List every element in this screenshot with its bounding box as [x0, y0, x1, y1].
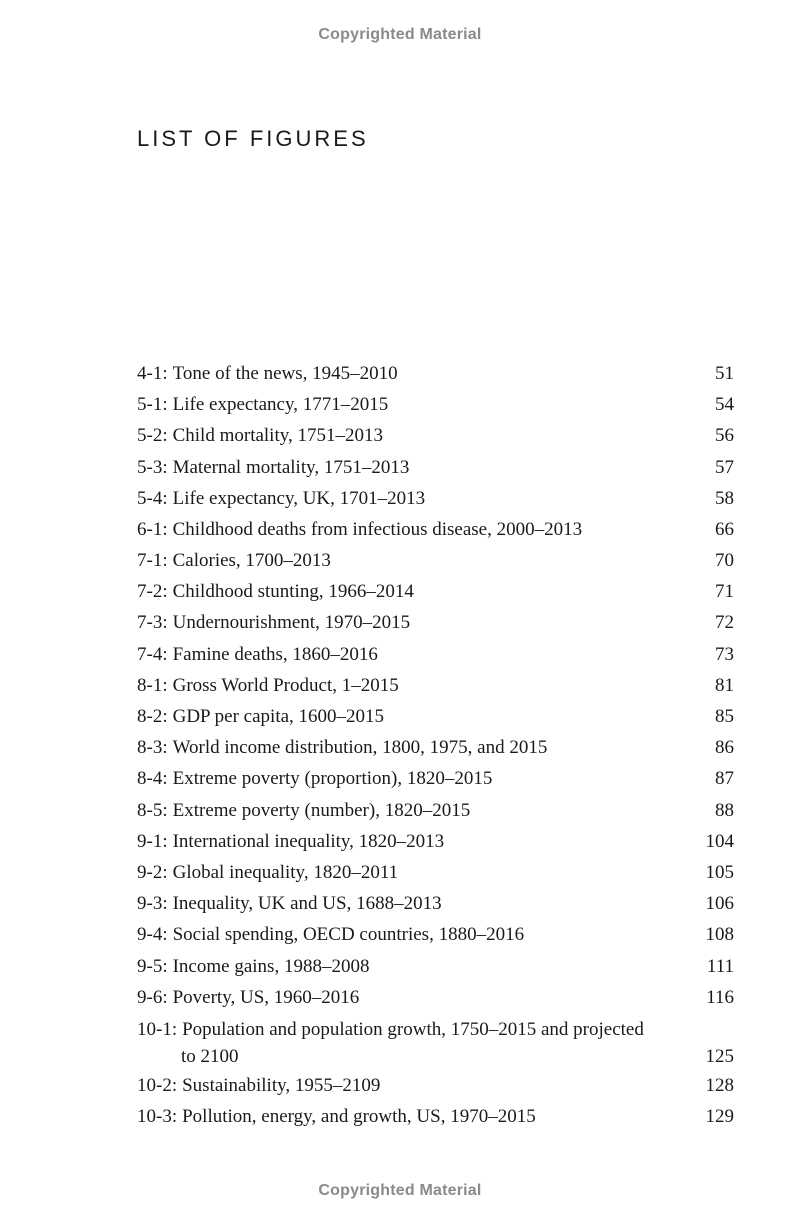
figure-page-number: 73: [715, 643, 734, 665]
figure-entry: [137, 795, 734, 826]
figure-page-number: 104: [705, 830, 734, 852]
figure-title: Income gains, 1988–2008: [172, 955, 370, 977]
figure-page-number: 108: [705, 924, 734, 946]
figure-entry: [137, 1013, 734, 1070]
figure-entry: [137, 608, 734, 639]
figure-title: Extreme poverty (proportion), 1820–2015: [172, 768, 493, 790]
figure-number: 9-2:: [137, 861, 168, 883]
figure-page-number: 129: [705, 1106, 734, 1128]
figure-number: 9-3:: [137, 893, 168, 915]
figure-number: 8-3:: [137, 737, 168, 759]
figure-number: 8-2:: [137, 706, 168, 728]
figure-page-number: 106: [705, 893, 734, 915]
figure-title: World income distribution, 1800, 1975, and 2015: [172, 737, 548, 759]
figure-number: 9-4:: [137, 924, 168, 946]
figure-entry: [137, 358, 734, 389]
figure-title: Population and population growth, 1750–2015 and projected: [182, 1018, 644, 1040]
figure-number: 5-4:: [137, 487, 168, 509]
figure-entry: [137, 483, 734, 514]
figure-page-number: 88: [715, 799, 734, 821]
figure-entry: [137, 389, 734, 420]
figure-title: Extreme poverty (number), 1820–2015: [172, 799, 471, 821]
figure-number: 10-3:: [137, 1106, 178, 1128]
figure-title: GDP per capita, 1600–2015: [172, 706, 385, 728]
figure-title: Life expectancy, UK, 1701–2013: [172, 487, 426, 509]
figure-number: 5-3:: [137, 456, 168, 478]
figure-page-number: 105: [705, 861, 734, 883]
figure-page-number: 57: [715, 456, 734, 478]
figure-number: 7-1:: [137, 550, 168, 572]
figure-title: Sustainability, 1955–2109: [182, 1074, 381, 1096]
figure-entry: [137, 982, 734, 1013]
figure-entry: [137, 888, 734, 919]
figure-page-number: 72: [715, 612, 734, 634]
figure-page-number: 70: [715, 550, 734, 572]
figure-number: 5-1:: [137, 394, 168, 416]
figure-page-number: 87: [715, 768, 734, 790]
figure-title: Inequality, UK and US, 1688–2013: [172, 893, 442, 915]
figure-number: 9-5:: [137, 955, 168, 977]
figure-page-number: 54: [715, 394, 734, 416]
figure-title: Calories, 1700–2013: [172, 550, 331, 572]
figure-entry: [137, 1101, 734, 1132]
figure-number: 7-3:: [137, 612, 168, 634]
figure-entry: [137, 545, 734, 576]
figure-entry: [137, 639, 734, 670]
figure-entry: [137, 763, 734, 794]
figure-title: Poverty, US, 1960–2016: [172, 986, 360, 1008]
figure-number: 7-2:: [137, 581, 168, 603]
figure-page-number: 58: [715, 487, 734, 509]
figure-entry: [137, 857, 734, 888]
figure-entry: [137, 670, 734, 701]
copyright-watermark-bottom: Copyrighted Material: [318, 1182, 482, 1199]
figure-title: Social spending, OECD countries, 1880–2016: [172, 924, 525, 946]
figure-page-number: 66: [715, 518, 734, 540]
figure-title: Undernourishment, 1970–2015: [172, 612, 411, 634]
figure-entry: [137, 514, 734, 545]
figure-title: Maternal mortality, 1751–2013: [172, 456, 410, 478]
figure-title: Life expectancy, 1771–2015: [172, 394, 389, 416]
figure-title-continuation: to 2100: [181, 1045, 239, 1067]
figure-title: Gross World Product, 1–2015: [172, 674, 399, 696]
figure-page-number: 111: [706, 955, 734, 977]
figure-page-number: 56: [715, 425, 734, 447]
figure-title: Childhood stunting, 1966–2014: [172, 581, 414, 603]
figure-entry: [137, 701, 734, 732]
figure-page-number: 86: [715, 737, 734, 759]
figure-number: 7-4:: [137, 643, 168, 665]
figure-number: 4-1:: [137, 362, 168, 384]
figure-page-number: 116: [706, 986, 734, 1008]
figure-number: 8-1:: [137, 674, 168, 696]
figure-page-number: 128: [705, 1074, 734, 1096]
page-title: LIST OF FIGURES: [137, 126, 369, 151]
figure-entry: [137, 452, 734, 483]
figure-entry: [137, 576, 734, 607]
figure-title: Child mortality, 1751–2013: [172, 425, 384, 447]
figure-page-number: 51: [715, 362, 734, 384]
figure-number: 10-2:: [137, 1074, 178, 1096]
figure-number: 8-5:: [137, 799, 168, 821]
figure-title: International inequality, 1820–2013: [172, 830, 445, 852]
figure-title: Global inequality, 1820–2011: [172, 861, 399, 883]
figure-entry: [137, 919, 734, 950]
figure-entry: [137, 1070, 734, 1101]
figure-number: 6-1:: [137, 518, 168, 540]
figure-number: 8-4:: [137, 768, 168, 790]
figure-entry: [137, 420, 734, 451]
figure-list: [137, 358, 734, 1132]
figure-number: 9-1:: [137, 830, 168, 852]
figure-entry: [137, 732, 734, 763]
figure-entry: [137, 951, 734, 982]
figure-page-number: 71: [715, 581, 734, 603]
figure-title: Childhood deaths from infectious disease, 2000–2013: [172, 518, 583, 540]
figure-title: Tone of the news, 1945–2010: [172, 362, 398, 384]
copyright-watermark-top: Copyrighted Material: [318, 26, 482, 43]
figure-number: 5-2:: [137, 425, 168, 447]
figure-number: 9-6:: [137, 986, 168, 1008]
figure-number: 10-1:: [137, 1018, 178, 1040]
figure-title: Pollution, energy, and growth, US, 1970–2015: [182, 1106, 536, 1128]
figure-page-number: 81: [715, 674, 734, 696]
figure-entry: [137, 826, 734, 857]
figure-title: Famine deaths, 1860–2016: [172, 643, 378, 665]
figure-page-number: 125: [705, 1045, 734, 1067]
figure-page-number: 85: [715, 706, 734, 728]
